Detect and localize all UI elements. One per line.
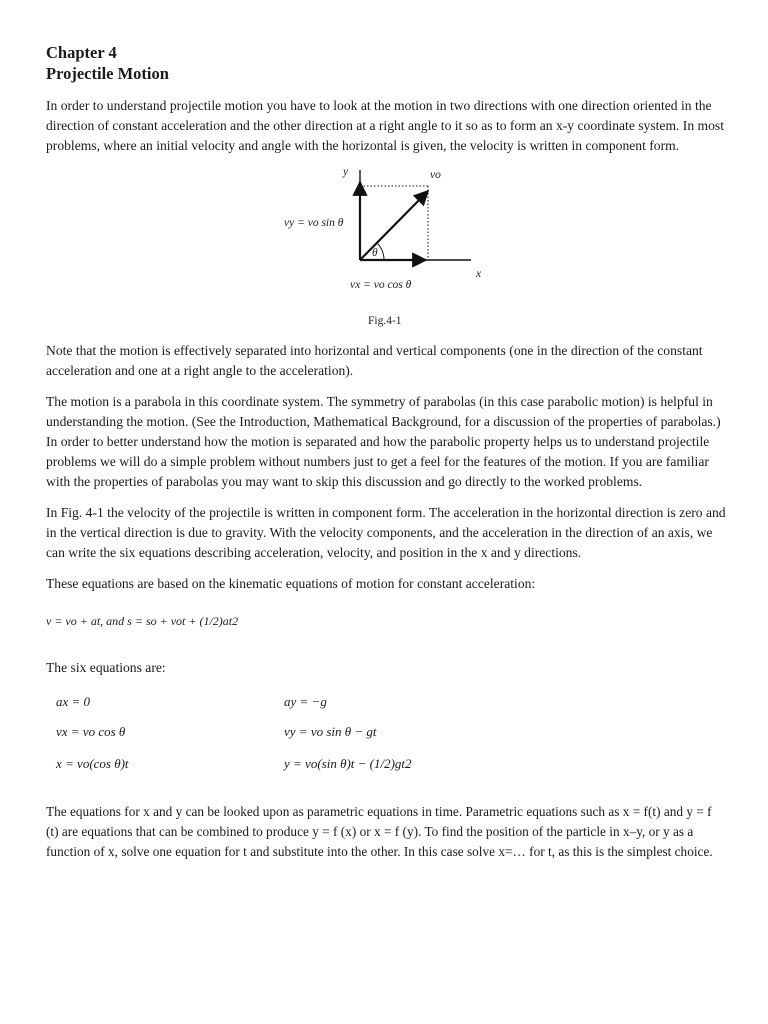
equation-x: x = vo(cos θ)t: [56, 756, 129, 771]
velocity-components-diagram: [46, 164, 726, 332]
chapter-number: Chapter 4: [46, 43, 117, 62]
parametric-paragraph: The equations for x and y can be looked upon as parametric equations in time. Parametric equations such as x = f(t) and y = f (t) are equations that can be combined to produce y = f (x) or x = f (y). To find the position of the particle in x–y, or y as a function of x, solve one equation for t and substitute into the other. In this case solve x=… for t, as this is the simplest choice.: [46, 804, 713, 859]
equation-ax: ax = 0: [56, 694, 91, 709]
six-equations: [46, 688, 726, 784]
x-axis-label: x: [476, 268, 482, 280]
chapter-title: Projectile Motion: [46, 64, 169, 83]
figure-4-1: [46, 164, 726, 332]
equation-ay: ay = −g: [284, 694, 327, 709]
figure-description-paragraph: In Fig. 4-1 the velocity of the projectile is written in component form. The acceleration in the horizontal direction is zero and in the vertical direction is due to gravity. With the velocity components, and the acceleration in the direction of an axis, we can write the six equations describing acceleration, velocity, and position in the x and y directions.: [46, 505, 726, 560]
parabola-paragraph: The motion is a parabola in this coordinate system. The symmetry of parabolas (in this case parabolic motion) is helpful in understanding the motion. (See the Introduction, Mathematical Background, for a discussion of the properties of parabolas.) In order to better understand how the motion is separated and how the parabolic property helps us to understand projectile problems we will do a simple problem without numbers just to get a feel for the features of the motion. If you are familiar with the properties of parabolas you may want to skip this discussion and go directly to the worked problems.: [46, 394, 721, 489]
document-page: [46, 42, 726, 862]
six-equations-intro: The six equations are:: [46, 660, 166, 675]
vo-arrow: [360, 191, 428, 260]
equation-vx: vx = vo cos θ: [56, 724, 126, 739]
note-paragraph: Note that the motion is effectively separated into horizontal and vertical components (one in the direction of the constant acceleration and one at a right angle to the acceleration).: [46, 343, 703, 378]
equation-y: y = vo(sin θ)t − (1/2)gt2: [284, 756, 412, 771]
y-axis-label: y: [343, 166, 349, 178]
intro-paragraph: In order to understand projectile motion you have to look at the motion in two directions with one direction oriented in the direction of constant acceleration and the other direction at a right angle to it so as to form an x-y coordinate system. In most problems, where an initial velocity and angle with the horizontal is given, the velocity is written in component form.: [46, 98, 724, 153]
equation-vy: vy = vo sin θ − gt: [284, 724, 377, 739]
figure-caption: Fig.4-1: [368, 315, 402, 327]
theta-arc: [377, 243, 384, 260]
theta-label: θ: [372, 247, 378, 259]
vy-label: vy = vo sin θ: [284, 217, 344, 229]
chapter-heading: [46, 42, 726, 84]
vo-label: vo: [430, 169, 441, 181]
kinematic-formula: v = vo + at, and s = so + vot + (1/2)at2: [46, 614, 239, 628]
vx-label: vx = vo cos θ: [350, 279, 412, 291]
kinematic-paragraph: These equations are based on the kinematic equations of motion for constant acceleration:: [46, 576, 536, 591]
